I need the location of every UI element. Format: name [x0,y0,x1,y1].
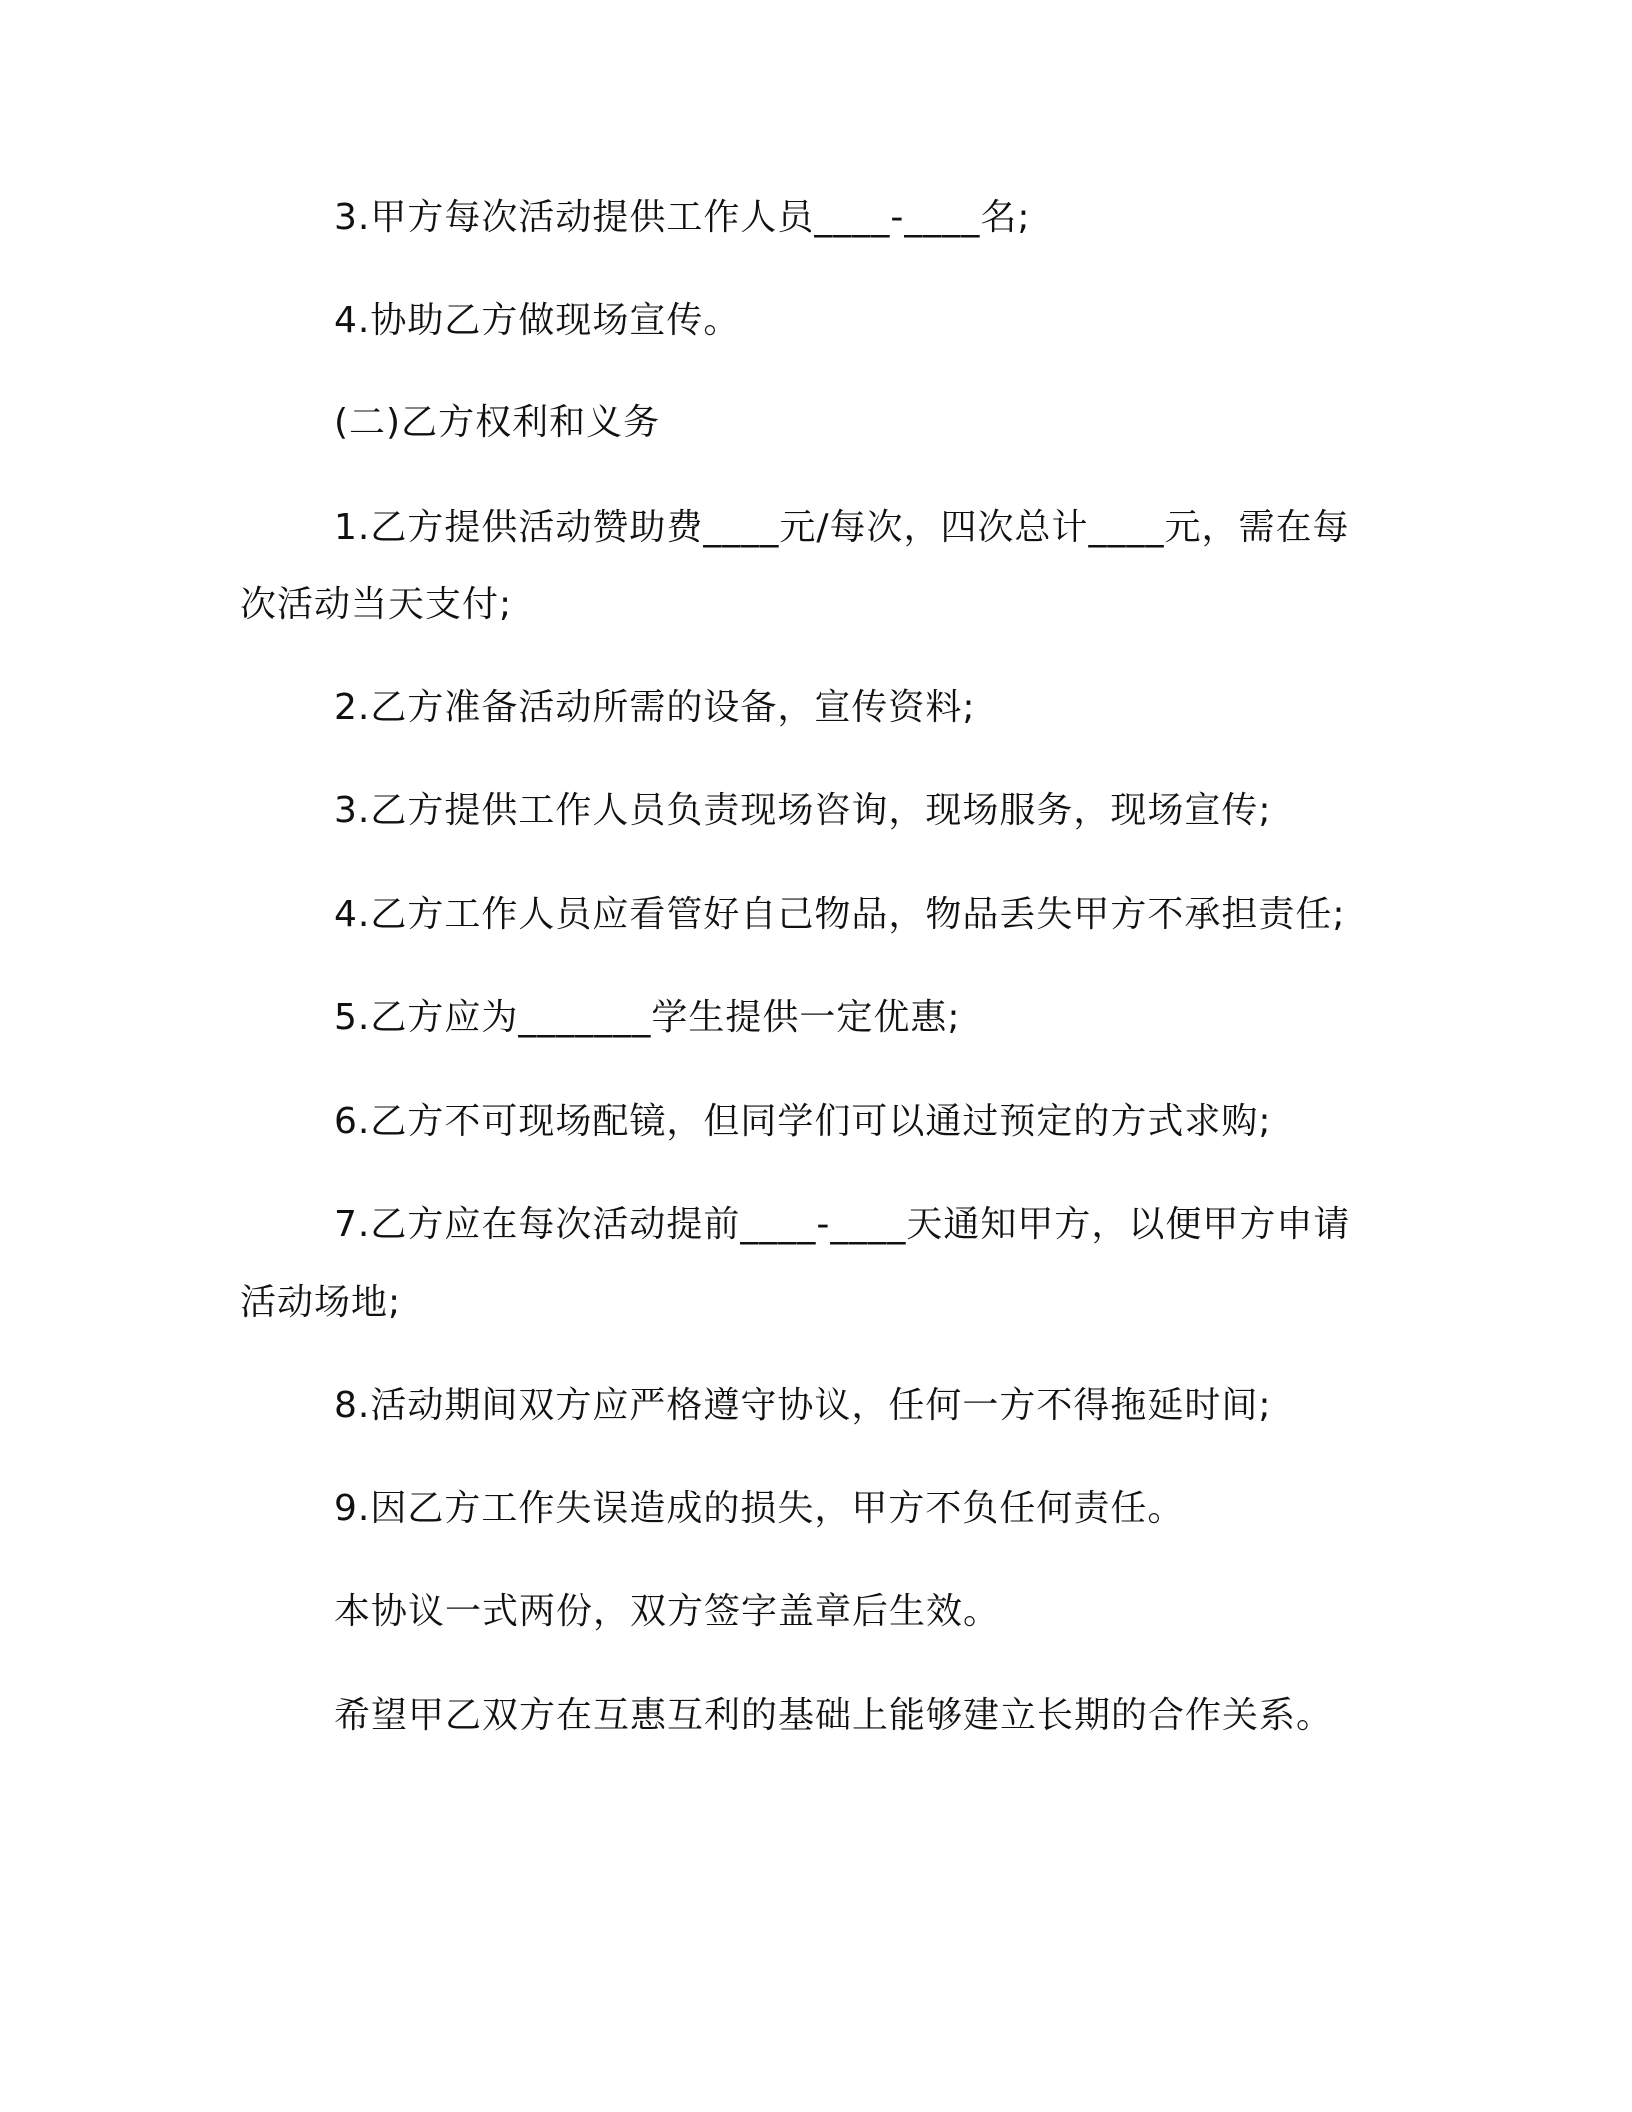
clause-b7-continued: 活动场地; [240,1282,402,1323]
closing-cooperation-wish: 希望甲乙双方在互惠互利的基础上能够建立长期的合作关系。 [334,1695,1334,1736]
clause-b4: 4.乙方工作人员应看管好自己物品，物品丢失甲方不承担责任; [334,894,1346,935]
clause-b5: 5.乙方应为_______学生提供一定优惠; [334,997,961,1038]
section-heading-party-b: (二)乙方权利和义务 [334,402,661,443]
clause-a4: 4.协助乙方做现场宣传。 [334,300,741,341]
clause-b2: 2.乙方准备活动所需的设备，宣传资料; [334,687,976,728]
clause-b1-continued: 次活动当天支付; [240,584,513,625]
clause-b3: 3.乙方提供工作人员负责现场咨询，现场服务，现场宣传; [334,790,1272,831]
clause-b6: 6.乙方不可现场配镜，但同学们可以通过预定的方式求购; [334,1101,1272,1142]
clause-b1: 1.乙方提供活动赞助费____元/每次，四次总计____元，需在每 [334,507,1350,548]
clause-b9: 9.因乙方工作失误造成的损失，甲方不负任何责任。 [334,1488,1185,1529]
clause-a3: 3.甲方每次活动提供工作人员____-____名; [334,197,1031,238]
closing-effective-clause: 本协议一式两份，双方签字盖章后生效。 [334,1591,1001,1632]
clause-b8: 8.活动期间双方应严格遵守协议，任何一方不得拖延时间; [334,1385,1272,1426]
clause-b7: 7.乙方应在每次活动提前____-____天通知甲方，以便甲方申请 [334,1204,1351,1245]
